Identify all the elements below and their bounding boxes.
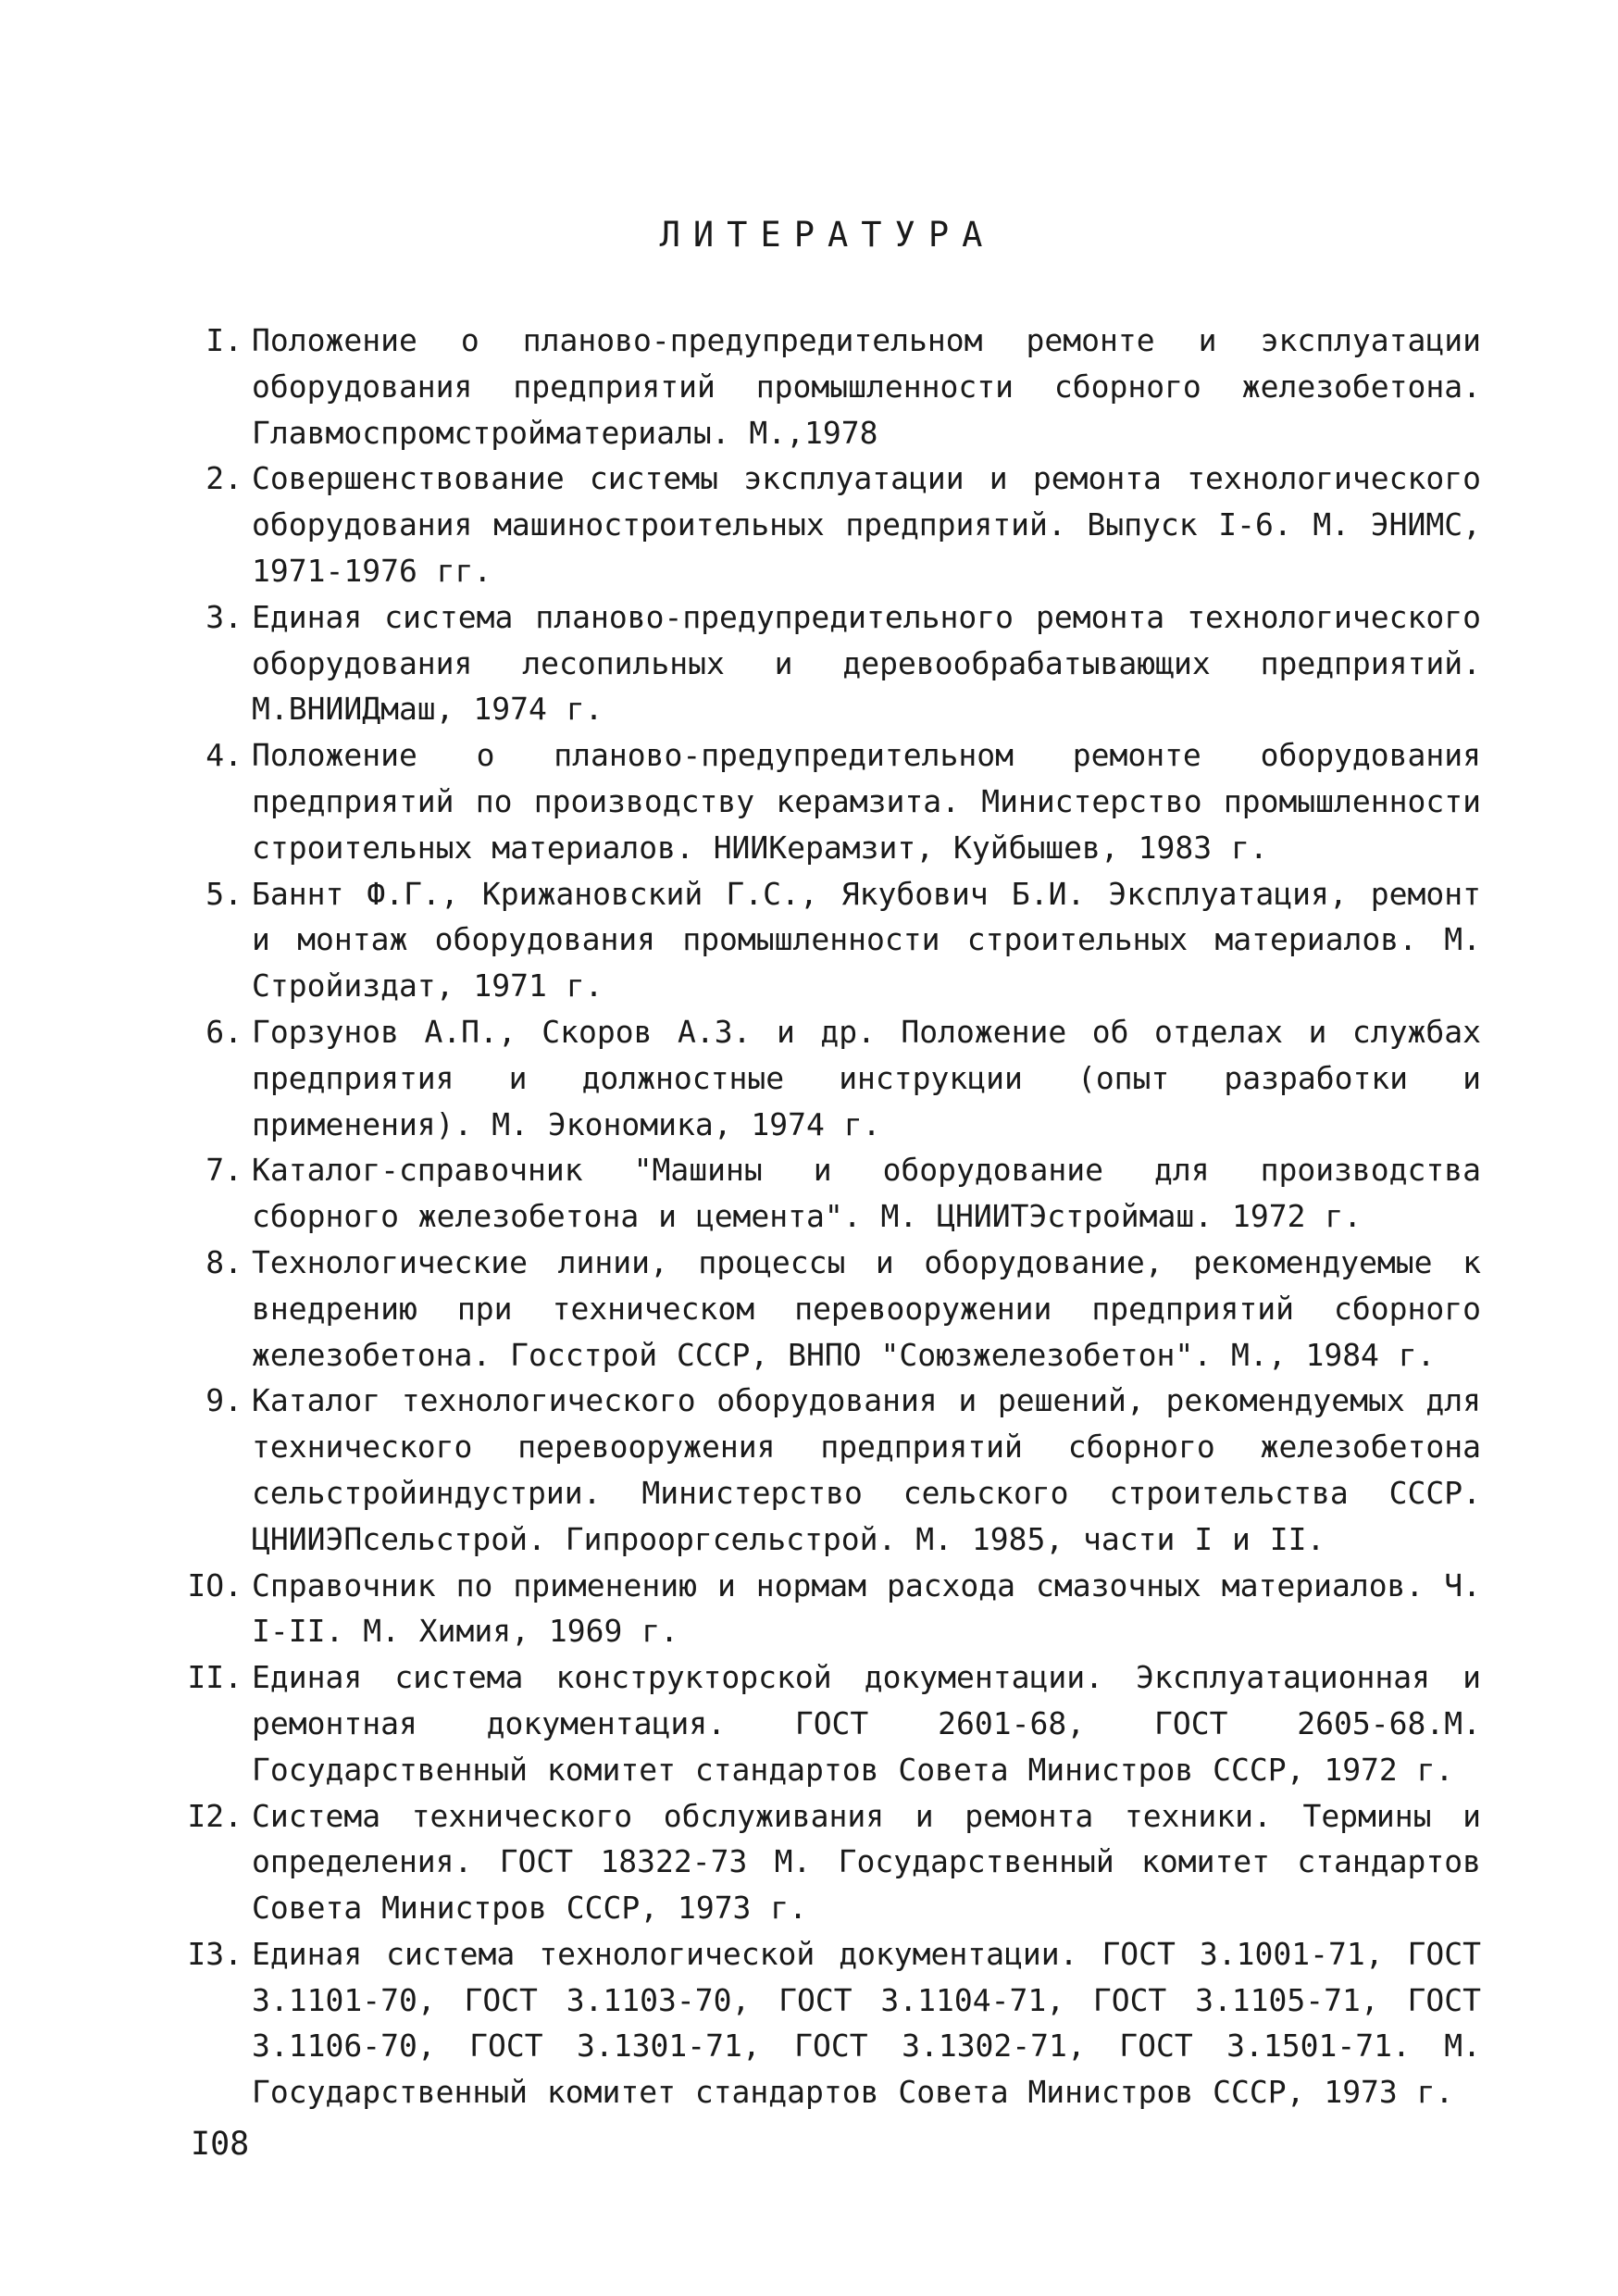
reference-item [167, 1563, 1481, 1655]
reference-text: Технологические линии, процессы и оборудование, рекомендуемые к внедрению при техническом перевооружении предприятий сборного железобетона. Госстрой СССР, ВНПО "Союзжелезобетон". М., 1984 г. [252, 1243, 1481, 1373]
reference-item [167, 732, 1481, 870]
reference-text: Горзунов А.П., Скоров А.З. и др. Положение об отделах и службах предприятия и должностные инструкции (опыт разработки и применения). М. Экономика, 1974 г. [252, 1013, 1481, 1142]
reference-number: 6. [205, 1013, 243, 1050]
reference-number: I3. [187, 1935, 243, 1972]
reference-item [167, 318, 1481, 455]
reference-number: 3. [205, 598, 243, 635]
reference-text: Каталог-справочник "Машины и оборудование для производства сборного железобетона и цемента". М. ЦНИИТЭстроймаш. 1972 г. [252, 1152, 1481, 1235]
reference-item [167, 1931, 1481, 2115]
reference-number: 8. [205, 1243, 243, 1280]
reference-text: Каталог технологического оборудования и решений, рекомендуемых для технического перевооружения предприятий сборного железобетона сельстройиндустрии. Министерство сельского строительства СССР. ЦНИИЭПсельстрой. Гипрооргсельстрой. М. 1985, части I и II. [252, 1382, 1481, 1557]
page-number: I08 [191, 2126, 250, 2163]
reference-item [167, 1654, 1481, 1792]
reference-text: Положение о планово-предупредительном ремонте оборудования предприятий по производству керамзита. Министерство промышленности строительных материалов. НИИКерамзит, Куйбышев, 1983 г. [252, 737, 1481, 866]
reference-item [167, 1009, 1481, 1147]
reference-item [167, 1378, 1481, 1562]
page-title: ЛИТЕРАТУРА [659, 215, 996, 255]
reference-number: II. [187, 1659, 243, 1696]
reference-text: Единая система конструкторской документации. Эксплуатационная и ремонтная документация. ГОСТ 2601-68, ГОСТ 2605-68.М. Государственный комитет стандартов Совета Министров СССР, 1972 г. [252, 1659, 1481, 1788]
reference-item [167, 594, 1481, 732]
reference-number: IO. [187, 1566, 243, 1603]
reference-number: I. [205, 322, 243, 358]
reference-item [167, 1147, 1481, 1240]
reference-text: Баннт Ф.Г., Крижановский Г.С., Якубович Б.И. Эксплуатация, ремонт и монтаж оборудования промышленности строительных материалов. М. Стройиздат, 1971 г. [252, 875, 1481, 1004]
reference-list [167, 318, 1481, 2115]
reference-text: Совершенствование системы эксплуатации и ремонта технологического оборудования машиностроительных предприятий. Выпуск I-6. М. ЭНИМС, 1971-1976 гг. [252, 460, 1481, 589]
reference-number: I2. [187, 1797, 243, 1834]
reference-number: 2. [205, 460, 243, 497]
reference-text: Единая система планово-предупредительного ремонта технологического оборудования лесопильных и деревообрабатывающих предприятий. М.ВНИИДмаш, 1974 г. [252, 598, 1481, 728]
reference-item [167, 871, 1481, 1009]
reference-text: Положение о планово-предупредительном ремонте и эксплуатации оборудования предприятий промышленности сборного железобетона. Главмоспромстройматериалы. М.,1978 [252, 322, 1481, 451]
reference-number: 7. [205, 1152, 243, 1189]
reference-text: Единая система технологической документации. ГОСТ 3.1001-71, ГОСТ 3.1101-70, ГОСТ 3.1103-70, ГОСТ 3.1104-71, ГОСТ 3.1105-71, ГОСТ 3.1106-70, ГОСТ 3.1301-71, ГОСТ 3.1302-71, ГОСТ 3.1501-71. М. Государственный комитет стандартов Совета Министров СССР, 1973 г. [252, 1935, 1481, 2111]
reference-number: 4. [205, 737, 243, 774]
reference-text: Справочник по применению и нормам расхода смазочных материалов. Ч. I-II. М. Химия, 1969 г. [252, 1566, 1481, 1650]
reference-item [167, 1793, 1481, 1931]
reference-number: 5. [205, 875, 243, 912]
reference-number: 9. [205, 1382, 243, 1419]
reference-item [167, 455, 1481, 593]
reference-text: Система технического обслуживания и ремонта техники. Термины и определения. ГОСТ 18322-73 М. Государственный комитет стандартов Совета Министров СССР, 1973 г. [252, 1797, 1481, 1927]
reference-item [167, 1240, 1481, 1378]
